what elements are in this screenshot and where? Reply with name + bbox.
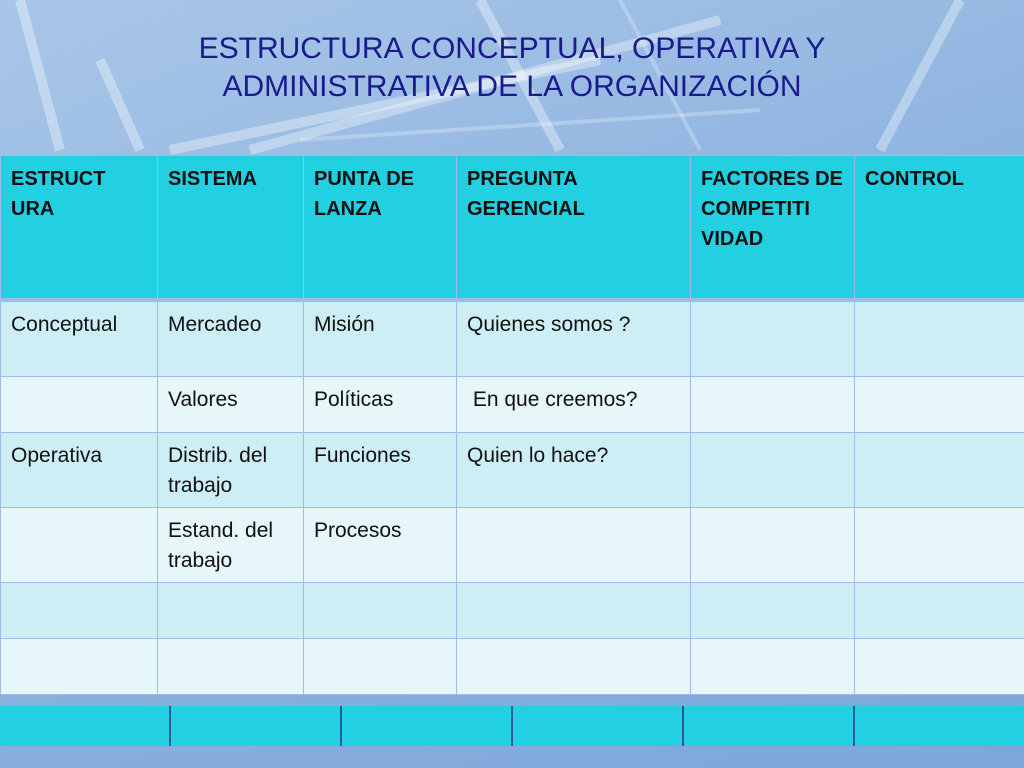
- table-cell: [457, 582, 691, 638]
- table-cell: [691, 432, 855, 507]
- table-cell: Distrib. del trabajo: [158, 432, 304, 507]
- header-sistema: SISTEMA: [158, 156, 304, 301]
- table-cell: Operativa: [1, 432, 158, 507]
- header-punta-de-lanza: PUNTA DE LANZA: [304, 156, 457, 301]
- table-cell: En que creemos?: [457, 376, 691, 432]
- table-cell: [691, 638, 855, 694]
- table-cell: [691, 507, 855, 582]
- table-cell: [457, 638, 691, 694]
- table-cell: Quienes somos ?: [457, 300, 691, 376]
- table-cell: [1, 507, 158, 582]
- table-cell: Valores: [158, 376, 304, 432]
- footer-cell: [855, 706, 1024, 746]
- table-cell: [855, 300, 1024, 376]
- table-cell: [855, 638, 1024, 694]
- table-cell: [691, 582, 855, 638]
- table-cell: Políticas: [304, 376, 457, 432]
- table-cell: [1, 638, 158, 694]
- header-pregunta-gerencial: PREGUNTA GERENCIAL: [457, 156, 691, 301]
- table-cell: [304, 638, 457, 694]
- table-header-row: [1, 156, 1024, 301]
- slide-title-line1: ESTRUCTURA CONCEPTUAL, OPERATIVA Y: [198, 32, 826, 65]
- table-cell: Mercadeo: [158, 300, 304, 376]
- table-row: [1, 300, 1024, 376]
- table-cell: [1, 376, 158, 432]
- table-cell: [691, 300, 855, 376]
- table-row: [1, 507, 1024, 582]
- slide-title: [0, 30, 1024, 106]
- structure-table: [0, 155, 1024, 695]
- table-cell: Funciones: [304, 432, 457, 507]
- table-cell: [855, 432, 1024, 507]
- table-cell: [304, 582, 457, 638]
- table-cell: Misión: [304, 300, 457, 376]
- table-row: [1, 376, 1024, 432]
- table-row: [1, 432, 1024, 507]
- footer-cell: [342, 706, 513, 746]
- table-cell: [691, 376, 855, 432]
- table-cell: [855, 507, 1024, 582]
- table-cell: [457, 507, 691, 582]
- footer-table-strip: [0, 706, 1024, 746]
- footer-cell: [0, 706, 171, 746]
- footer-cell: [513, 706, 684, 746]
- footer-cell: [171, 706, 342, 746]
- table-cell: [855, 376, 1024, 432]
- table-cell: Estand. del trabajo: [158, 507, 304, 582]
- slide-title-line2: ADMINISTRATIVA DE LA ORGANIZACIÓN: [222, 70, 802, 103]
- table-cell: [1, 582, 158, 638]
- table-cell: Conceptual: [1, 300, 158, 376]
- footer-cell: [684, 706, 855, 746]
- header-control: CONTROL: [855, 156, 1024, 301]
- table-cell: [158, 582, 304, 638]
- header-factores-de-competitividad: FACTORES DE COMPETITI VIDAD: [691, 156, 855, 301]
- header-estructura: ESTRUCT URA: [1, 156, 158, 301]
- table-row: [1, 638, 1024, 694]
- table-cell: Procesos: [304, 507, 457, 582]
- table-row: [1, 582, 1024, 638]
- table-cell: [855, 582, 1024, 638]
- table-cell: Quien lo hace?: [457, 432, 691, 507]
- table-cell: [158, 638, 304, 694]
